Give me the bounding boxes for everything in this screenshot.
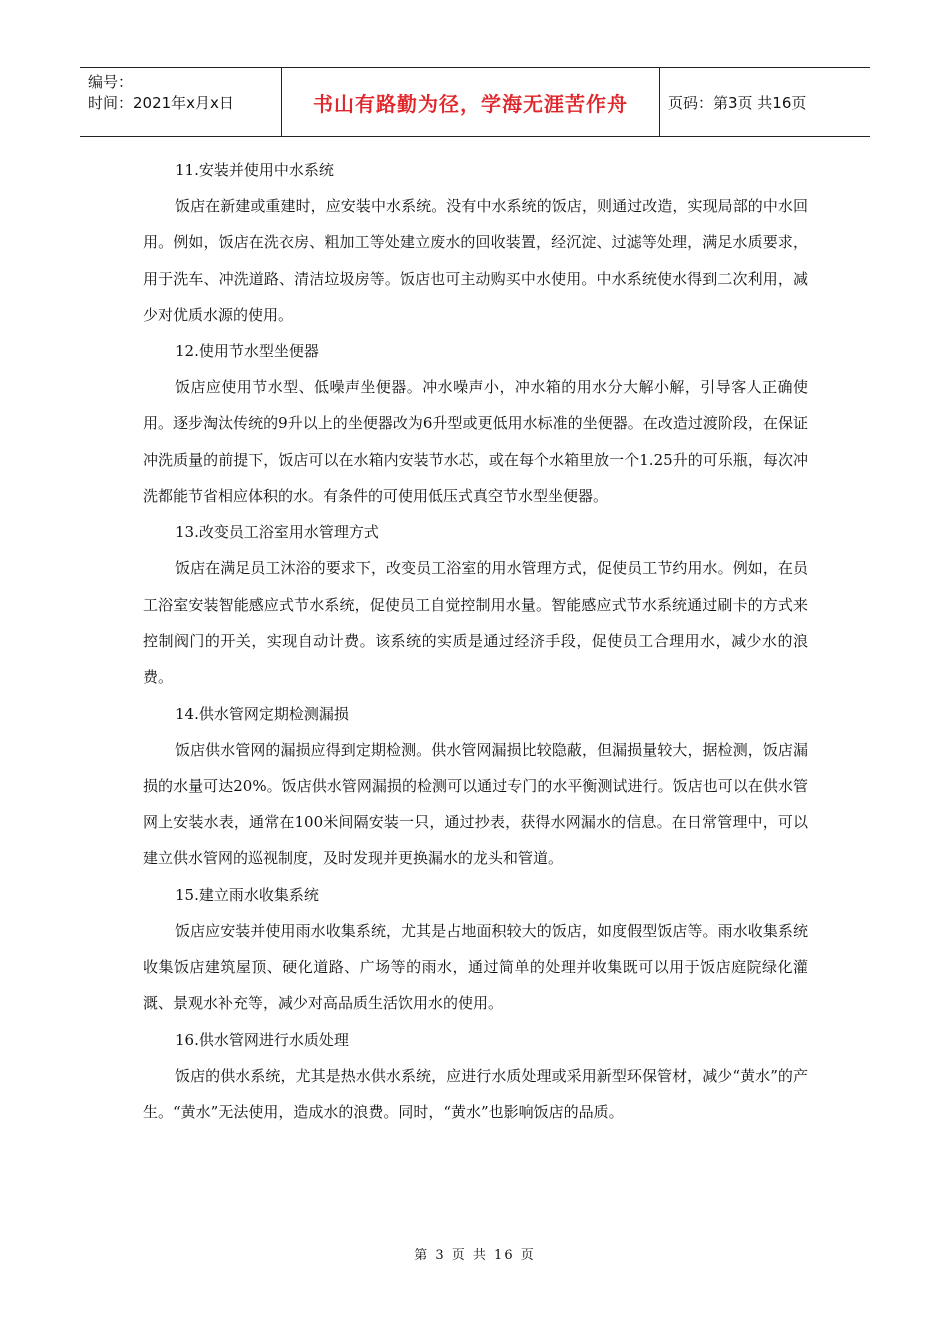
section-15	[143, 877, 808, 1022]
section-heading: 11.安装并使用中水系统	[175, 161, 334, 179]
document-time-label: 时间：2021年x月x日	[88, 94, 234, 112]
section-heading: 14.供水管网定期检测漏损	[175, 704, 349, 723]
header-page-info: 页码：第3页 共16页	[668, 93, 807, 112]
section-heading: 12.使用节水型坐便器	[175, 342, 319, 361]
footer-page-number: 第 3 页 共 16 页	[414, 1248, 536, 1263]
section-11	[143, 152, 808, 333]
header-meta	[80, 68, 282, 136]
section-heading: 16.供水管网进行水质处理	[175, 1030, 349, 1049]
header-page-info-cell	[660, 68, 870, 136]
section-paragraph: 饭店在满足员工沐浴的要求下，改变员工浴室的用水管理方式，促使员工节约用水。例如，在员工浴室安装智能感应式节水系统，促使员工自觉控制用水量。智能感应式节水系统通过刷卡的方式来控制阀门的开关，实现自动计费。该系统的实质是通过经济手段，促使员工合理用水，减少水的浪费。	[143, 559, 808, 687]
section-14	[143, 696, 808, 877]
document-number-label: 编号：	[88, 73, 134, 91]
section-16	[143, 1022, 808, 1131]
section-paragraph: 饭店供水管网的漏损应得到定期检测。供水管网漏损比较隐蔽，但漏损量较大，据检测，饭店漏损的水量可达20%。饭店供水管网漏损的检测可以通过专门的水平衡测试进行。饭店也可以在供水管网上安装水表，通常在100米间隔安装一只，通过抄表，获得水网漏水的信息。在日常管理中，可以建立供水管网的巡视制度，及时发现并更换漏水的龙头和管道。	[143, 740, 808, 868]
header-motto: 书山有路勤为径，学海无涯苦作舟	[313, 91, 628, 116]
section-paragraph: 饭店应安装并使用雨水收集系统，尤其是占地面积较大的饭店，如度假型饭店等。雨水收集系统收集饭店建筑屋顶、硬化道路、广场等的雨水，通过简单的处理并收集既可以用于饭店庭院绿化灌溉、景观水补充等，减少对高品质生活饮用水的使用。	[143, 921, 808, 1013]
section-paragraph: 饭店的供水系统，尤其是热水供水系统，应进行水质处理或采用新型环保管材，减少“黄水”的产生。“黄水”无法使用，造成水的浪费。同时，“黄水”也影响饭店的品质。	[143, 1066, 808, 1121]
section-12	[143, 333, 808, 514]
header-motto-cell	[282, 68, 660, 136]
section-13	[143, 514, 808, 695]
section-heading: 13.改变员工浴室用水管理方式	[175, 523, 379, 542]
section-heading: 15.建立雨水收集系统	[175, 885, 319, 904]
section-paragraph: 饭店在新建或重建时，应安装中水系统。没有中水系统的饭店，则通过改造，实现局部的中水回用。例如，饭店在洗衣房、粗加工等处建立废水的回收装置，经沉淀、过滤等处理，满足水质要求，用于洗车、冲洗道路、清洁垃圾房等。饭店也可主动购买中水使用。中水系统使水得到二次利用，减少对优质水源的使用。	[143, 197, 808, 324]
page-header	[80, 67, 870, 137]
page-footer	[0, 1244, 950, 1263]
document-body	[143, 152, 808, 1130]
section-paragraph: 饭店应使用节水型、低噪声坐便器。冲水噪声小，冲水箱的用水分大解小解，引导客人正确使用。逐步淘汰传统的9升以上的坐便器改为6升型或更低用水标准的坐便器。在改造过渡阶段，在保证冲洗质量的前提下，饭店可以在水箱内安装节水芯，或在每个水箱里放一个1.25升的可乐瓶，每次冲洗都能节省相应体积的水。有条件的可使用低压式真空节水型坐便器。	[143, 378, 808, 506]
